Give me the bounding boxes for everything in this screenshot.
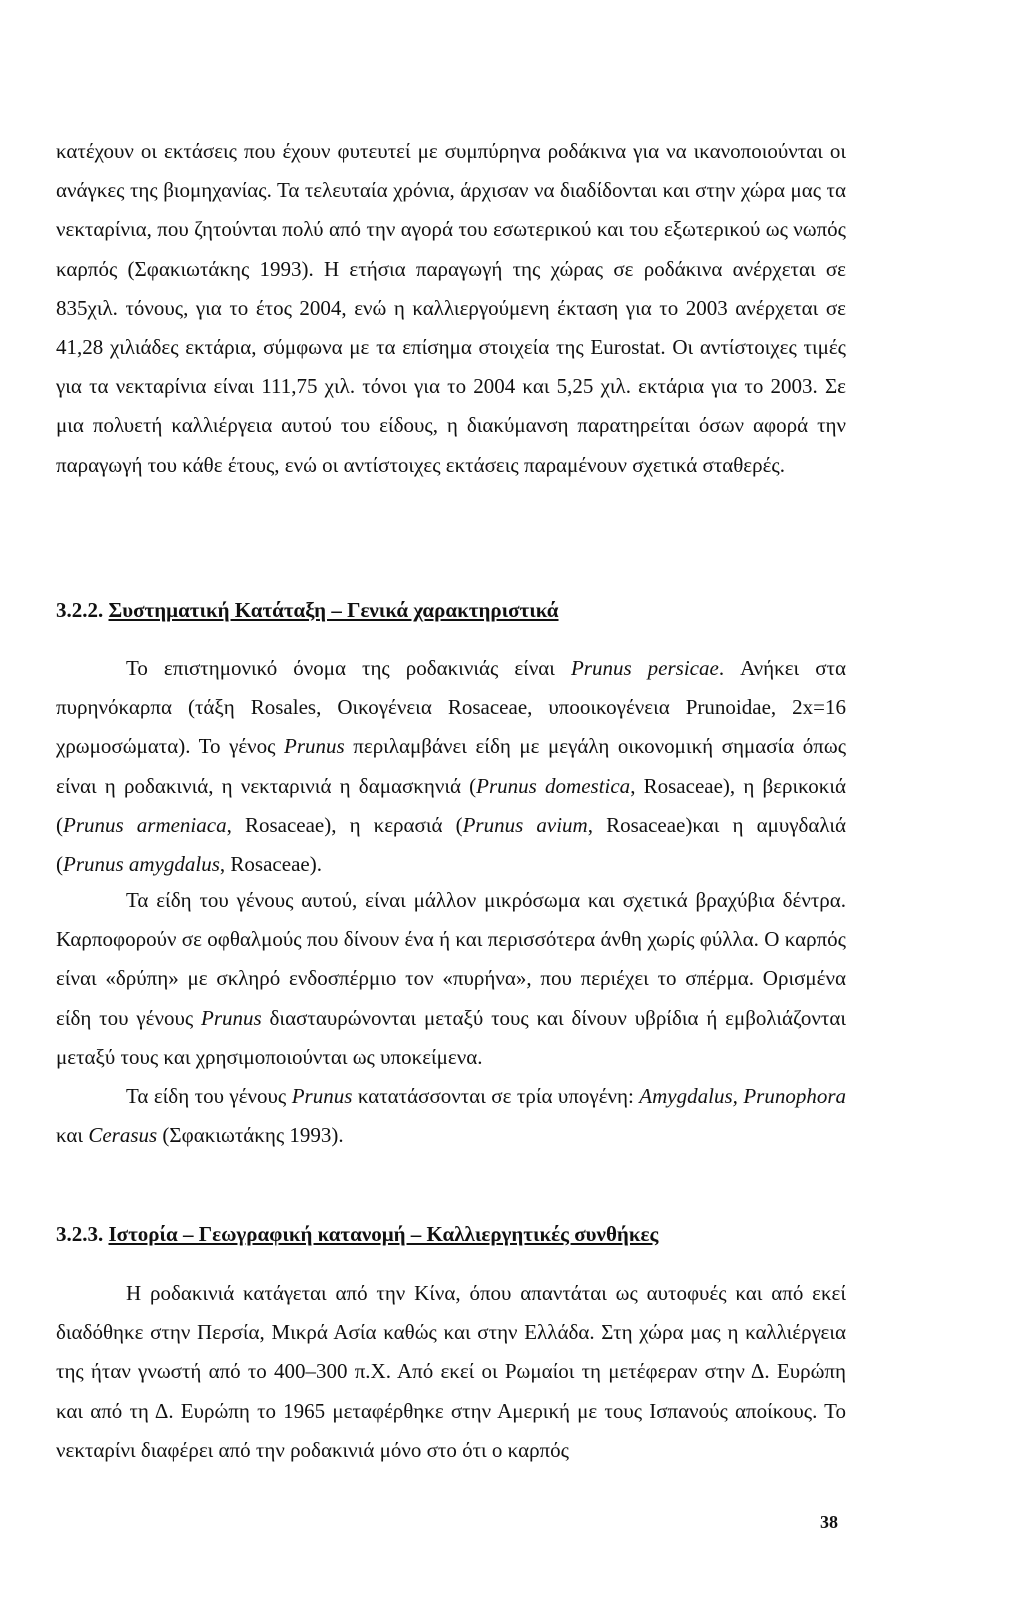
section-title: Συστηματική Κατάταξη – Γενικά χαρακτηριστικά: [108, 598, 559, 622]
paragraph-history: Η ροδακινιά κατάγεται από την Κίνα, όπου απαντάται ως αυτοφυές και από εκεί διαδόθηκε στην Περσία, Μικρά Ασία καθώς και στην Ελλάδα. Στη χώρα μας η καλλιέργεια της ήταν γνωστή από το 400–300 π.Χ. Από εκεί οι Ρωμαίοι τη μετέφεραν στην Δ. Ευρώπη και από τη Δ. Ευρώπη το 1965 μεταφέρθηκε στην Αμερική με τους Ισπανούς αποίκους. Το νεκταρίνι διαφέρει από την ροδακινιά μόνο στο ότι ο καρπός: [56, 1281, 846, 1462]
text-run: , Rosaceae), η βερικοκιά (: [56, 773, 846, 837]
genus-name: Prunus: [284, 734, 345, 759]
text-run: , Rosaceae).: [219, 852, 322, 877]
species-name: Prunus amygdalus: [63, 852, 220, 877]
text-run: Τα είδη του γένους αυτού, είναι μάλλον μικρόσωμα και σχετικά βραχύβια δέντρα. Καρποφορούν σε οφθαλμούς που δίνουν ένα ή και περισσότερα άνθη χωρίς φύλλα. Ο καρπός είναι «δρύπη» με σκληρό ενδοσπέρμιο τον «πυρήνα», που περιέχει το σπέρμα. Ορισμένα είδη του γένους: [56, 888, 846, 1030]
species-name: Prunus domestica: [476, 773, 631, 798]
section-number: 3.2.2.: [56, 598, 104, 622]
section-title: Ιστορία – Γεωγραφική κατανομή – Καλλιεργητικές συνθήκες: [108, 1222, 659, 1246]
text-run: Τα είδη του γένους: [126, 1084, 292, 1108]
text-run: (Σφακιωτάκης 1993).: [157, 1123, 344, 1148]
section-heading-history: [56, 1220, 658, 1248]
species-name: Prunus armeniaca: [63, 812, 227, 837]
text-run: διασταυρώνονται μεταξύ τους και δίνουν υβρίδια ή εμβολιάζονται μεταξύ τους και χρησιμοποιούνται ως υποκείμενα.: [56, 1005, 846, 1069]
section-number: 3.2.3.: [56, 1222, 104, 1246]
species-name: Prunus avium: [462, 812, 588, 837]
page-number: 38: [820, 1512, 838, 1532]
text-run: , Rosaceae), η κερασιά (: [226, 812, 463, 837]
species-name: Prunus persicae: [570, 656, 719, 680]
genus-name: Prunus: [291, 1084, 353, 1108]
subgenus-name: Cerasus: [88, 1123, 158, 1148]
paragraph-production: κατέχουν οι εκτάσεις που έχουν φυτευτεί με συμπύρηνα ροδάκινα για να ικανοποιούνται οι ανάγκες της βιομηχανίας. Τα τελευταία χρόνια, άρχισαν να διαδίδονται και στην χώρα μας τα νεκταρίνια, που ζητούνται πολύ από την αγορά του εσωτερικού και του εξωτερικού ως νωπός καρπός (Σφακιωτάκης 1993). Η ετήσια παραγωγή της χώρας σε ροδάκινα ανέρχεται σε 835χιλ. τόνους, για το έτος 2004, ενώ η καλλιεργούμενη έκταση για το 2003 ανέρχεται σε 41,28 χιλιάδες εκτάρια, σύμφωνα με τα επίσημα στοιχεία της Eurostat. Οι αντίστοιχες τιμές για τα νεκταρίνια είναι 111,75 χιλ. τόνοι για το 2004 και 5,25 χιλ. εκτάρια για το 2003. Σε μια πολυετή καλλιέργεια αυτού του είδους, η διακύμανση παρατηρείται όσων αφορά την παραγωγή του κάθε έτους, ενώ οι αντίστοιχες εκτάσεις παραμένουν σχετικά σταθερές.: [56, 139, 846, 477]
paragraph-subgenera: [56, 1077, 846, 1155]
text-run: περιλαμβάνει είδη με μεγάλη οικονομική σημασία όπως είναι η ροδακινιά, η νεκταρινιά η δαμασκηνιά (: [56, 734, 847, 798]
text-run: Το επιστημονικό όνομα της ροδακινιάς είναι: [126, 656, 571, 680]
paragraph-scientific-name: [56, 649, 846, 884]
paragraph-characteristics: [56, 881, 846, 1077]
text-run: . Ανήκει στα πυρηνόκαρπα (τάξη Rosales, Οικογένεια Rosaceae, υποοικογένεια Prunoidae, 2x=16 χρωμοσώματα). Το γένος: [56, 656, 846, 759]
section-heading-taxonomy: [56, 596, 559, 624]
genus-name: Prunus: [201, 1005, 262, 1030]
text-run: , Rosaceae)και η αμυγδαλιά (: [56, 812, 846, 877]
text-run: κατατάσσονται σε τρία υπογένη:: [352, 1084, 640, 1108]
text-run: και: [56, 1123, 89, 1148]
subgenus-names: Amygdalus, Prunophora: [639, 1084, 846, 1108]
